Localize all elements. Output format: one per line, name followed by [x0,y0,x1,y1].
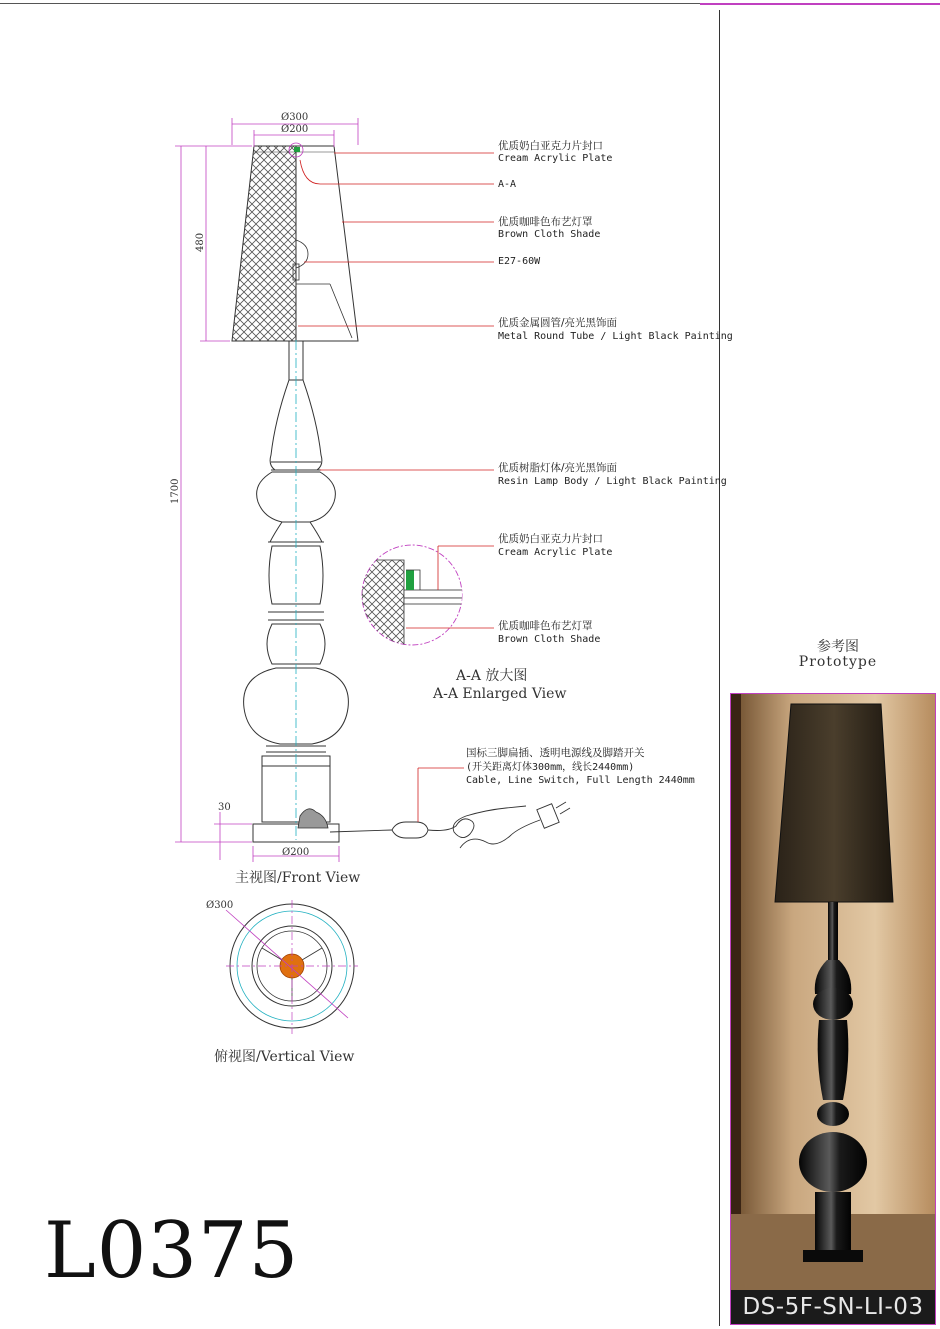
dim-shade-height: 480 [195,232,206,252]
callout-cloth-shade-en: Brown Cloth Shade [498,229,601,240]
prototype-title-cn: 参考图 [817,639,859,655]
power-cable [330,802,570,848]
lamp-shade [232,143,358,341]
cable-note-line3: Cable, Line Switch, Full Length 2440mm [466,775,695,786]
callout-metal-tube-en: Metal Round Tube / Light Black Painting [498,331,733,342]
cable-note-line2: (开关距离灯体300mm，线长2440mm) [466,762,635,773]
section-callout-shade-cn: 优质咖啡色布艺灯罩 [498,620,593,632]
section-detail [362,545,494,660]
section-callout-plate-cn: 优质奶白亚克力片封口 [498,533,603,545]
dim-base-height: 30 [218,802,231,813]
dim-shade-inner: Ø200 [281,124,309,135]
prototype-photo-code: DS-5F-SN-LI-03 [731,1290,935,1324]
dim-total-height: 1700 [170,478,181,504]
prototype-title-en: Prototype [798,654,878,670]
top-view [226,900,358,1034]
callout-cream-plate-cn: 优质奶白亚克力片封口 [498,140,603,152]
model-code: L0375 [44,1206,300,1296]
callout-section-ref: A-A [498,179,517,190]
section-callout-plate-en: Cream Acrylic Plate [498,547,613,558]
front-view-caption: 主视图/Front View [235,870,361,886]
top-view-caption: 俯视图/Vertical View [214,1049,355,1065]
cable-note-line1: 国标三脚扁插、透明电源线及脚踏开关 [466,747,645,759]
section-caption-en: A-A Enlarged View [433,686,567,702]
top-view-dim: Ø300 [206,900,234,911]
callout-bulb: E27-60W [498,256,541,267]
dim-base-width: Ø200 [282,847,310,858]
callout-resin-body-en: Resin Lamp Body / Light Black Painting [498,476,727,487]
section-caption-cn: A-A 放大图 [456,668,528,684]
callout-metal-tube-cn: 优质金属圆管/亮光黑饰面 [498,317,618,329]
section-callout-shade-en: Brown Cloth Shade [498,634,601,645]
prototype-photo [730,693,936,1325]
dim-shade-top: Ø300 [281,112,309,123]
callout-cloth-shade-cn: 优质咖啡色布艺灯罩 [498,216,593,228]
callout-resin-body-cn: 优质树脂灯体/亮光黑饰面 [498,462,618,474]
callout-cream-plate-en: Cream Acrylic Plate [498,153,613,164]
prototype-lamp-image [731,694,936,1325]
